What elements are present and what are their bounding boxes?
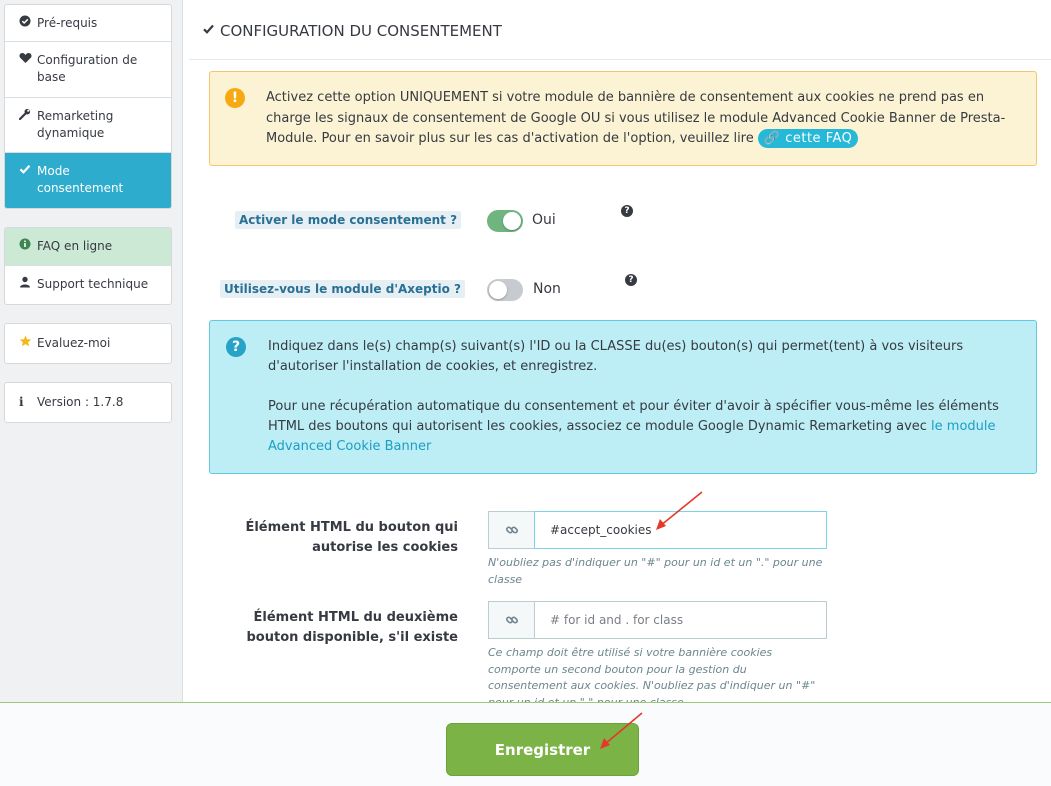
consent-config-panel — [182, 0, 1051, 702]
sidebar-item-prerequisites[interactable] — [5, 5, 171, 42]
sidebar — [4, 4, 172, 441]
user-icon — [19, 276, 37, 293]
link-icon — [488, 511, 534, 549]
star-icon — [19, 335, 37, 352]
info-alert — [209, 320, 1037, 474]
sidebar-item-consent-mode[interactable] — [5, 153, 171, 208]
field1-label: Élément HTML du bouton qui autorise les cookies — [245, 520, 458, 555]
sidebar-help-group — [4, 227, 172, 305]
axeptio-toggle[interactable] — [487, 279, 523, 301]
field1-input[interactable] — [534, 511, 827, 549]
info-paragraph-2-text: Pour une récupération automatique du consentement et pour éviter d'avoir à spécifier vous-même les éléments HTML des boutons qui autorisent les cookies, associez ce module Google Dynamic Remarketing avec — [268, 399, 999, 434]
sidebar-item-label: Configuration de base — [37, 53, 138, 84]
field2-input-group — [488, 601, 827, 639]
save-button[interactable]: Enregistrer — [446, 723, 639, 776]
consent-mode-value: Oui — [532, 212, 556, 228]
sidebar-item-label: Remarketing dynamique — [37, 109, 114, 140]
faq-link-label: cette FAQ — [785, 131, 853, 146]
check-circle-icon — [19, 15, 37, 32]
info-icon — [19, 238, 37, 255]
info-icon: i — [19, 395, 24, 409]
field2-label: Élément HTML du deuxième bouton disponible, s'il existe — [246, 610, 458, 645]
panel-title: CONFIGURATION DU CONSENTEMENT — [220, 21, 502, 40]
sidebar-item-version — [5, 383, 171, 422]
exclamation-icon: ! — [225, 88, 245, 108]
consent-mode-label: Activer le mode consentement ? — [235, 211, 461, 229]
consent-mode-toggle[interactable] — [487, 210, 523, 232]
panel-header — [189, 2, 1051, 60]
field2-help: Ce champ doit être utilisé si votre bannière cookies comporte un second bouton pour la gestion du consentement aux cookies. N'oubliez pas d'indiquer un "#" — [488, 646, 816, 692]
warning-text: Activez cette option UNIQUEMENT si votre module de bannière de consentement aux cookies ne prend pas en charge les signaux de consentement de Google OU si vous utilisez le module Advanced Cookie Banner de Presta-Module. Pour en savoir plus sur les cas d'activation de l'option, veuillez lire — [266, 90, 1006, 146]
advanced-cookie-banner-link[interactable]: le module Advanced Cookie Banner — [268, 419, 996, 454]
toggle-knob — [503, 212, 521, 230]
check-icon — [203, 23, 214, 38]
sidebar-item-label: Evaluez-moi — [37, 336, 111, 350]
heart-icon — [19, 52, 37, 69]
field2-input[interactable] — [534, 601, 827, 639]
sidebar-item-label: Support technique — [37, 277, 149, 291]
sidebar-item-basic-config[interactable] — [5, 42, 171, 98]
sidebar-rate-group — [4, 323, 172, 364]
wrench-icon — [19, 108, 37, 125]
sidebar-item-label: Mode consentement — [37, 164, 124, 195]
help-icon[interactable]: ? — [625, 274, 637, 286]
sidebar-item-support[interactable] — [5, 266, 171, 304]
link-icon — [488, 601, 534, 639]
sidebar-version-group — [4, 382, 172, 423]
check-icon — [19, 163, 37, 180]
axeptio-value: Non — [533, 281, 561, 297]
info-paragraph-1: Indiquez dans le(s) champ(s) suivant(s) l'ID ou la CLASSE du(es) bouton(s) qui permet(tent) à vos visiteurs d'autoriser l'installation de cookies, et enregistrez. — [268, 339, 964, 374]
sidebar-item-label: Pré-requis — [37, 16, 98, 30]
field1-help: N'oubliez pas d'indiquer un "#" pour un id et un "." pour une classe — [488, 556, 823, 586]
info-paragraph-2 — [268, 397, 1016, 457]
axeptio-label: Utilisez-vous le module d'Axeptio ? — [220, 280, 465, 298]
help-icon[interactable]: ? — [621, 205, 633, 217]
faq-link[interactable] — [758, 129, 858, 148]
sidebar-item-dynamic-remarketing[interactable] — [5, 98, 171, 153]
sidebar-item-faq[interactable] — [5, 228, 171, 266]
field1-input-group — [488, 511, 827, 549]
version-label: Version : 1.7.8 — [37, 395, 124, 409]
warning-alert — [209, 71, 1037, 166]
sidebar-nav-group — [4, 4, 172, 209]
link-icon: 🔗 — [763, 131, 781, 146]
footer-bar — [0, 702, 1051, 786]
toggle-knob — [489, 281, 507, 299]
sidebar-item-rate[interactable] — [5, 324, 171, 363]
sidebar-item-label: FAQ en ligne — [37, 239, 113, 253]
question-icon: ? — [226, 337, 246, 357]
